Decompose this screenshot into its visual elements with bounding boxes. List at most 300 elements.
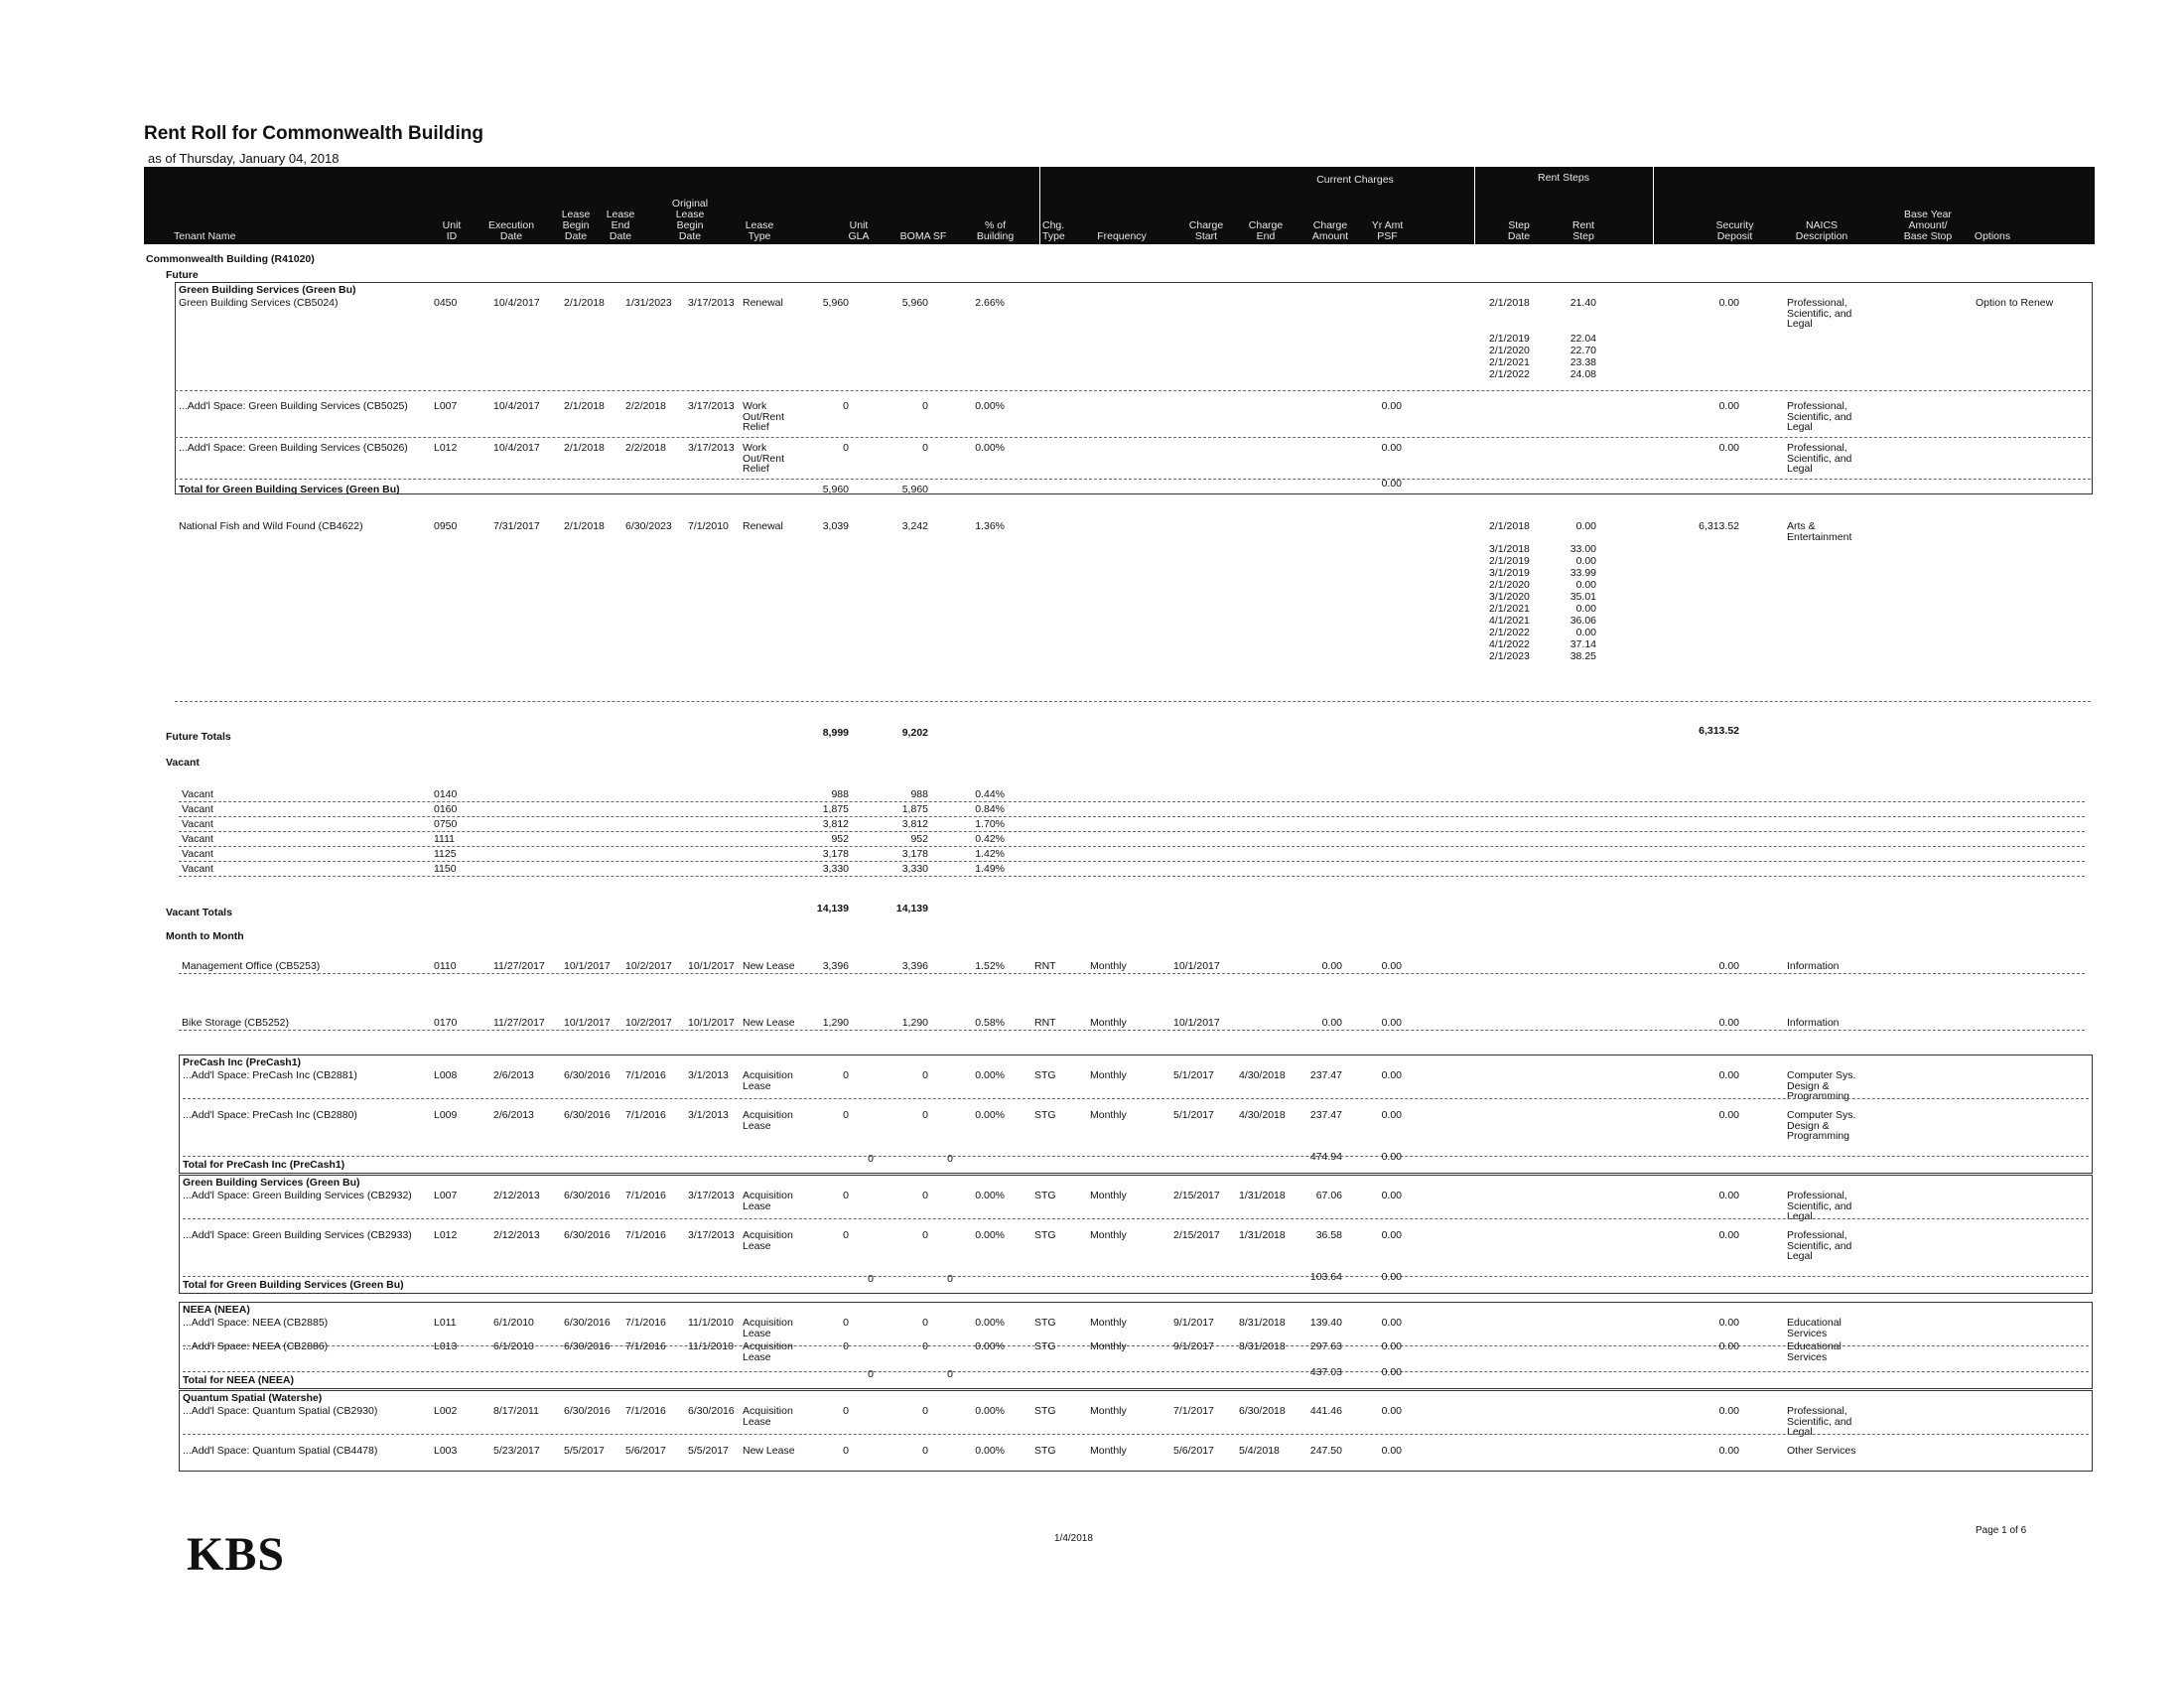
cell-psf: 0.00 — [1381, 1445, 1402, 1457]
cell-psf: 0.00 — [1381, 1190, 1402, 1201]
tenant-name: ...Add'l Space: Green Building Services (CB5026) — [179, 442, 408, 454]
cell-unit: L008 — [434, 1069, 458, 1081]
cell-chg: STG — [1034, 1109, 1056, 1121]
rent-step-amount: 21.40 — [1570, 297, 1596, 309]
cell-gla: 988 — [831, 788, 849, 800]
cell-end: 1/31/2023 — [625, 297, 672, 309]
rent-step-amount: 0.00 — [1575, 579, 1596, 591]
row-divider — [179, 846, 2085, 847]
cell-cstart: 2/15/2017 — [1173, 1229, 1220, 1241]
rent-step-amount: 33.99 — [1570, 567, 1596, 579]
vacant-section-label: Vacant — [166, 757, 200, 769]
cell-cend: 1/31/2018 — [1239, 1190, 1286, 1201]
cell-exec: 6/1/2010 — [493, 1317, 534, 1329]
cell-type: New Lease — [743, 1017, 795, 1029]
cell-unit: 1111 — [434, 833, 456, 845]
row-divider — [183, 1371, 2089, 1372]
column-header-orig: Original Lease Begin Date — [671, 198, 709, 242]
vacant-unit-label: Vacant — [182, 848, 213, 860]
cell-freq: Monthly — [1090, 1190, 1127, 1201]
column-header-psf: Yr Amt PSF — [1371, 219, 1404, 242]
tenant-name: National Fish and Wild Found (CB4622) — [179, 520, 363, 532]
total-psf: 0.00 — [1381, 1151, 1402, 1163]
row-divider — [179, 973, 2085, 974]
cell-gla: 0 — [843, 1190, 849, 1201]
vacant-unit-label: Vacant — [182, 833, 213, 845]
cell-boma: 0 — [922, 442, 928, 454]
total-psf: 0.00 — [1381, 1271, 1402, 1283]
rent-step-amount: 0.00 — [1575, 603, 1596, 615]
row-divider — [179, 876, 2085, 877]
column-header-cstart: Charge Start — [1188, 219, 1224, 242]
cell-pct: 0.00% — [975, 1229, 1005, 1241]
column-header-options: Options — [1974, 230, 2011, 242]
cell-pct: 1.49% — [975, 863, 1005, 875]
cell-begin: 6/30/2016 — [564, 1069, 611, 1081]
cell-orig: 6/30/2016 — [688, 1405, 735, 1417]
rent-step-amount: 33.00 — [1570, 543, 1596, 555]
cell-cstart: 10/1/2017 — [1173, 1017, 1220, 1029]
cell-gla: 0 — [843, 1405, 849, 1417]
tenant-name: ...Add'l Space: PreCash Inc (CB2880) — [183, 1109, 357, 1121]
cell-gla: 3,039 — [822, 520, 849, 532]
cell-freq: Monthly — [1090, 1340, 1127, 1352]
tenant-group-header: NEEA (NEEA) — [183, 1304, 250, 1316]
vacant-unit-label: Vacant — [182, 818, 213, 830]
cell-exec: 2/12/2013 — [493, 1229, 540, 1241]
cell-exec: 10/4/2017 — [493, 442, 540, 454]
future-totals-label: Future Totals — [166, 731, 231, 743]
cell-boma: 3,242 — [901, 520, 928, 532]
cell-naics: Professional, Scientific, and Legal — [1787, 400, 1852, 433]
cell-begin: 10/1/2017 — [564, 960, 611, 972]
cell-camt: 237.47 — [1309, 1069, 1342, 1081]
cell-unit: L003 — [434, 1445, 458, 1457]
cell-naics: Professional, Scientific, and Legal — [1787, 297, 1852, 330]
cell-unit: 1150 — [434, 863, 457, 875]
column-header-tenant: Tenant Name — [174, 230, 236, 242]
cell-boma: 0 — [922, 1109, 928, 1121]
rent-step-date: 2/1/2019 — [1489, 333, 1530, 345]
cell-chg: RNT — [1034, 1017, 1056, 1029]
row-divider — [175, 479, 2091, 480]
cell-deposit: 0.00 — [1718, 960, 1739, 972]
cell-begin: 5/5/2017 — [564, 1445, 605, 1457]
cell-naics: Professional, Scientific, and Legal — [1787, 1405, 1852, 1438]
tenant-group-header: Quantum Spatial (Watershe) — [183, 1392, 323, 1404]
cell-type: Acquisition Lease — [743, 1069, 793, 1092]
cell-orig: 3/17/2013 — [688, 1229, 735, 1241]
total-boma: 0 — [947, 1153, 953, 1165]
total-gla: 0 — [868, 1153, 874, 1165]
cell-unit: 0110 — [434, 960, 457, 972]
vacant-unit-label: Vacant — [182, 788, 213, 800]
cell-chg: STG — [1034, 1340, 1056, 1352]
cell-naics: Information — [1787, 960, 1840, 972]
cell-naics: Information — [1787, 1017, 1840, 1029]
cell-freq: Monthly — [1090, 1317, 1127, 1329]
cell-cstart: 5/6/2017 — [1173, 1445, 1214, 1457]
cell-orig: 5/5/2017 — [688, 1445, 729, 1457]
cell-psf: 0.00 — [1381, 1229, 1402, 1241]
cell-boma: 0 — [922, 1340, 928, 1352]
cell-gla: 0 — [843, 1109, 849, 1121]
cell-orig: 3/17/2013 — [688, 400, 735, 412]
tenant-group-header: Green Building Services (Green Bu) — [179, 284, 356, 296]
cell-type: Acquisition Lease — [743, 1405, 793, 1428]
tenant-name: ...Add'l Space: Green Building Services (CB2933) — [183, 1229, 412, 1241]
cell-pct: 0.42% — [975, 833, 1005, 845]
cell-orig: 11/1/2010 — [688, 1340, 734, 1352]
cell-cend: 6/30/2018 — [1239, 1405, 1286, 1417]
cell-psf: 0.00 — [1381, 1069, 1402, 1081]
cell-boma: 0 — [922, 1190, 928, 1201]
rent-step-amount: 36.06 — [1570, 615, 1596, 627]
rent-step-date: 3/1/2019 — [1489, 567, 1530, 579]
cell-deposit: 0.00 — [1718, 297, 1739, 309]
column-header-chg: Chg. Type — [1042, 219, 1065, 242]
cell-naics: Professional, Scientific, and Legal — [1787, 442, 1852, 475]
cell-end: 7/1/2016 — [625, 1109, 666, 1121]
cell-camt: 297.63 — [1309, 1340, 1342, 1352]
cell-exec: 10/4/2017 — [493, 297, 540, 309]
row-divider — [179, 801, 2085, 802]
cell-cstart: 9/1/2017 — [1173, 1340, 1214, 1352]
rent-step-date: 2/1/2022 — [1489, 368, 1530, 380]
rent-step-amount: 23.38 — [1570, 356, 1596, 368]
cell-pct: 0.00% — [975, 1405, 1005, 1417]
cell-end: 10/2/2017 — [625, 960, 672, 972]
cell-pct: 0.00% — [975, 1317, 1005, 1329]
cell-begin: 2/1/2018 — [564, 520, 605, 532]
rent-step-amount: 0.00 — [1575, 555, 1596, 567]
cell-type: Acquisition Lease — [743, 1229, 793, 1252]
cell-begin: 6/30/2016 — [564, 1405, 611, 1417]
cell-camt: 237.47 — [1309, 1109, 1342, 1121]
column-header-base: Base Year Amount/ Base Stop — [1903, 209, 1953, 242]
rent-step-date: 4/1/2021 — [1489, 615, 1530, 627]
future-section-label: Future — [166, 269, 199, 281]
cell-unit: L012 — [434, 442, 458, 454]
column-header-camt: Charge Amount — [1311, 219, 1349, 242]
cell-freq: Monthly — [1090, 1405, 1127, 1417]
rent-step-date: 2/1/2021 — [1489, 356, 1530, 368]
cell-boma: 0 — [922, 1445, 928, 1457]
cell-end: 10/2/2017 — [625, 1017, 672, 1029]
row-divider — [183, 1276, 2089, 1277]
cell-chg: STG — [1034, 1190, 1056, 1201]
cell-gla: 3,396 — [822, 960, 849, 972]
cell-psf: 0.00 — [1381, 1109, 1402, 1121]
cell-camt: 139.40 — [1309, 1317, 1342, 1329]
cell-unit: L007 — [434, 400, 458, 412]
cell-exec: 2/12/2013 — [493, 1190, 540, 1201]
cell-chg: STG — [1034, 1229, 1056, 1241]
row-divider — [179, 861, 2085, 862]
cell-orig: 7/1/2010 — [688, 520, 729, 532]
cell-pct: 0.00% — [975, 1445, 1005, 1457]
cell-boma: 3,330 — [901, 863, 928, 875]
total-psf: 0.00 — [1381, 1366, 1402, 1378]
rent-step-date: 2/1/2019 — [1489, 555, 1530, 567]
column-header-step-date: Step Date — [1507, 219, 1531, 242]
cell-chg: RNT — [1034, 960, 1056, 972]
column-header-gla: Unit GLA — [848, 219, 870, 242]
vacant-total-gla: 14,139 — [816, 903, 849, 914]
rent-step-date: 2/1/2018 — [1489, 297, 1530, 309]
cell-naics: Computer Sys. Design & Programming — [1787, 1069, 1856, 1102]
cell-gla: 0 — [843, 400, 849, 412]
total-gla: 0 — [868, 1273, 874, 1285]
row-divider — [175, 701, 2091, 702]
tenant-name: Management Office (CB5253) — [182, 960, 321, 972]
cell-deposit: 0.00 — [1718, 1317, 1739, 1329]
tenant-name: ...Add'l Space: Green Building Services (CB5025) — [179, 400, 408, 412]
cell-boma: 3,396 — [901, 960, 928, 972]
rent-step-date: 2/1/2018 — [1489, 520, 1530, 532]
total-boma: 0 — [947, 1368, 953, 1380]
rent-step-date: 2/1/2021 — [1489, 603, 1530, 615]
cell-unit: L009 — [434, 1109, 458, 1121]
rent-step-amount: 35.01 — [1570, 591, 1596, 603]
cell-exec: 2/6/2013 — [493, 1109, 534, 1121]
cell-type: Renewal — [743, 520, 783, 532]
group-total-label: Total for Green Building Services (Green Bu) — [183, 1279, 404, 1291]
row-divider — [179, 1030, 2085, 1031]
cell-naics: Arts & Entertainment — [1787, 520, 1852, 543]
cell-unit: 0170 — [434, 1017, 458, 1029]
cell-begin: 2/1/2018 — [564, 442, 605, 454]
cell-boma: 0 — [922, 400, 928, 412]
cell-pct: 0.84% — [975, 803, 1005, 815]
cell-naics: Computer Sys. Design & Programming — [1787, 1109, 1856, 1142]
kbs-logo: KBS — [187, 1528, 286, 1581]
cell-deposit: 0.00 — [1718, 442, 1739, 454]
cell-deposit: 0.00 — [1718, 1405, 1739, 1417]
row-divider — [183, 1098, 2089, 1099]
column-header-rent-step: Rent Step — [1571, 219, 1595, 242]
cell-end: 6/30/2023 — [625, 520, 672, 532]
cell-deposit: 6,313.52 — [1699, 520, 1739, 532]
cell-pct: 0.44% — [975, 788, 1005, 800]
cell-exec: 8/17/2011 — [493, 1405, 539, 1417]
cell-naics: Educational Services — [1787, 1340, 1842, 1363]
cell-gla: 5,960 — [822, 297, 849, 309]
cell-deposit: 0.00 — [1718, 400, 1739, 412]
cell-end: 7/1/2016 — [625, 1317, 666, 1329]
cell-boma: 1,875 — [901, 803, 928, 815]
cell-cstart: 9/1/2017 — [1173, 1317, 1214, 1329]
cell-pct: 0.00% — [975, 1340, 1005, 1352]
cell-gla: 0 — [843, 442, 849, 454]
cell-boma: 0 — [922, 1069, 928, 1081]
vacant-totals-label: Vacant Totals — [166, 907, 232, 918]
cell-cend: 4/30/2018 — [1239, 1069, 1286, 1081]
row-divider — [183, 1434, 2089, 1435]
cell-orig: 3/17/2013 — [688, 442, 735, 454]
cell-deposit: 0.00 — [1718, 1017, 1739, 1029]
total-charge-amount: 437.03 — [1309, 1366, 1342, 1378]
cell-camt: 0.00 — [1321, 960, 1342, 972]
tenant-group-header: PreCash Inc (PreCash1) — [183, 1056, 302, 1068]
month-to-month-section-label: Month to Month — [166, 930, 244, 942]
rent-step-amount: 0.00 — [1575, 627, 1596, 638]
rent-step-date: 2/1/2020 — [1489, 579, 1530, 591]
report-title: Rent Roll for Commonwealth Building — [144, 123, 483, 144]
row-divider — [179, 831, 2085, 832]
cell-gla: 0 — [843, 1317, 849, 1329]
cell-gla: 0 — [843, 1340, 849, 1352]
row-divider — [175, 437, 2091, 438]
cell-orig: 10/1/2017 — [688, 960, 735, 972]
cell-unit: L007 — [434, 1190, 458, 1201]
cell-boma: 988 — [910, 788, 928, 800]
cell-boma: 3,812 — [901, 818, 928, 830]
cell-cend: 8/31/2018 — [1239, 1340, 1286, 1352]
cell-chg: STG — [1034, 1069, 1056, 1081]
group-total-label: Total for NEEA (NEEA) — [183, 1374, 294, 1386]
cell-begin: 6/30/2016 — [564, 1229, 611, 1241]
cell-pct: 2.66% — [975, 297, 1005, 309]
cell-pct: 0.00% — [975, 400, 1005, 412]
cell-naics: Other Services — [1787, 1445, 1856, 1457]
cell-naics: Professional, Scientific, and Legal — [1787, 1229, 1852, 1262]
cell-cend: 8/31/2018 — [1239, 1317, 1286, 1329]
cell-type: Acquisition Lease — [743, 1109, 793, 1132]
cell-exec: 11/27/2017 — [493, 1017, 545, 1029]
report-subtitle: as of Thursday, January 04, 2018 — [148, 151, 340, 166]
cell-cstart: 5/1/2017 — [1173, 1069, 1214, 1081]
vacant-unit-label: Vacant — [182, 863, 213, 875]
cell-type: Renewal — [743, 297, 783, 309]
total-charge-amount: 474.94 — [1309, 1151, 1342, 1163]
cell-cend: 1/31/2018 — [1239, 1229, 1286, 1241]
cell-type: Acquisition Lease — [743, 1317, 793, 1339]
cell-gla: 0 — [843, 1069, 849, 1081]
cell-naics: Educational Services — [1787, 1317, 1842, 1339]
cell-pct: 0.00% — [975, 1109, 1005, 1121]
tenant-name: ...Add'l Space: Quantum Spatial (CB4478) — [183, 1445, 378, 1457]
cell-type: Work Out/Rent Relief — [743, 400, 785, 433]
cell-freq: Monthly — [1090, 1017, 1127, 1029]
rent-step-date: 3/1/2018 — [1489, 543, 1530, 555]
cell-gla: 0 — [843, 1445, 849, 1457]
cell-gla: 0 — [843, 1229, 849, 1241]
group-current-charges: Current Charges — [1316, 174, 1394, 186]
cell-camt: 0.00 — [1321, 1017, 1342, 1029]
cell-begin: 6/30/2016 — [564, 1190, 611, 1201]
cell-exec: 2/6/2013 — [493, 1069, 534, 1081]
cell-boma: 0 — [922, 1405, 928, 1417]
cell-end: 7/1/2016 — [625, 1229, 666, 1241]
group-total-label: Total for PreCash Inc (PreCash1) — [183, 1159, 345, 1171]
column-header-end: Lease End Date — [606, 209, 635, 242]
cell-gla: 1,290 — [822, 1017, 849, 1029]
cell-begin: 2/1/2018 — [564, 297, 605, 309]
future-total-deposit: 6,313.52 — [1699, 725, 1739, 737]
cell-exec: 5/23/2017 — [493, 1445, 540, 1457]
cell-pct: 1.52% — [975, 960, 1005, 972]
column-header-exec: Execution Date — [487, 219, 535, 242]
cell-type: Work Out/Rent Relief — [743, 442, 785, 475]
cell-psf: 0.00 — [1381, 1017, 1402, 1029]
column-header-band — [144, 167, 2095, 244]
rent-step-amount: 22.04 — [1570, 333, 1596, 345]
vacant-total-boma: 14,139 — [895, 903, 928, 914]
cell-unit: L011 — [434, 1317, 457, 1329]
row-divider — [179, 816, 2085, 817]
total-boma: 0 — [947, 1273, 953, 1285]
cell-freq: Monthly — [1090, 1069, 1127, 1081]
cell-end: 7/1/2016 — [625, 1190, 666, 1201]
cell-chg: STG — [1034, 1405, 1056, 1417]
cell-type: New Lease — [743, 960, 795, 972]
cell-freq: Monthly — [1090, 1229, 1127, 1241]
rent-step-date: 3/1/2020 — [1489, 591, 1530, 603]
column-header-freq: Frequency — [1097, 230, 1147, 242]
column-header-pct: % of Building — [976, 219, 1015, 242]
cell-chg: STG — [1034, 1317, 1056, 1329]
cell-pct: 1.70% — [975, 818, 1005, 830]
rent-step-date: 2/1/2022 — [1489, 627, 1530, 638]
cell-exec: 11/27/2017 — [493, 960, 545, 972]
row-divider — [175, 390, 2091, 391]
cell-exec: 7/31/2017 — [493, 520, 540, 532]
footer-page-number: Page 1 of 6 — [1976, 1525, 2027, 1536]
cell-boma: 3,178 — [901, 848, 928, 860]
cell-gla: 3,178 — [822, 848, 849, 860]
cell-gla: 952 — [831, 833, 849, 845]
cell-boma: 1,290 — [901, 1017, 928, 1029]
cell-deposit: 0.00 — [1718, 1069, 1739, 1081]
cell-unit: 0140 — [434, 788, 458, 800]
tenant-name: ...Add'l Space: PreCash Inc (CB2881) — [183, 1069, 357, 1081]
cell-type: Acquisition Lease — [743, 1340, 793, 1363]
column-header-deposit: Security Deposit — [1715, 219, 1754, 242]
cell-orig: 3/1/2013 — [688, 1069, 729, 1081]
cell-pct: 0.00% — [975, 442, 1005, 454]
cell-options: Option to Renew — [1976, 297, 2054, 309]
column-header-unit: Unit ID — [442, 219, 462, 242]
cell-deposit: 0.00 — [1718, 1229, 1739, 1241]
total-psf: 0.00 — [1381, 478, 1402, 490]
cell-end: 2/2/2018 — [625, 400, 666, 412]
group-rent-steps: Rent Steps — [1538, 172, 1589, 184]
cell-type: New Lease — [743, 1445, 795, 1457]
cell-psf: 0.00 — [1381, 400, 1402, 412]
cell-pct: 0.00% — [975, 1069, 1005, 1081]
total-boma: 5,960 — [901, 484, 928, 495]
cell-boma: 0 — [922, 1317, 928, 1329]
cell-unit: L013 — [434, 1340, 458, 1352]
cell-gla: 3,812 — [822, 818, 849, 830]
cell-exec: 10/4/2017 — [493, 400, 540, 412]
total-charge-amount: 103.64 — [1309, 1271, 1342, 1283]
cell-deposit: 0.00 — [1718, 1445, 1739, 1457]
cell-end: 7/1/2016 — [625, 1340, 666, 1352]
future-total-gla: 8,999 — [822, 727, 849, 739]
cell-begin: 6/30/2016 — [564, 1109, 611, 1121]
cell-unit: 0160 — [434, 803, 458, 815]
cell-pct: 0.58% — [975, 1017, 1005, 1029]
row-divider — [183, 1218, 2089, 1219]
tenant-name: ...Add'l Space: NEEA (CB2885) — [183, 1317, 329, 1329]
column-header-naics: NAICS Description — [1795, 219, 1848, 242]
cell-gla: 3,330 — [822, 863, 849, 875]
cell-pct: 1.36% — [975, 520, 1005, 532]
rent-step-date: 4/1/2022 — [1489, 638, 1530, 650]
cell-camt: 441.46 — [1309, 1405, 1342, 1417]
